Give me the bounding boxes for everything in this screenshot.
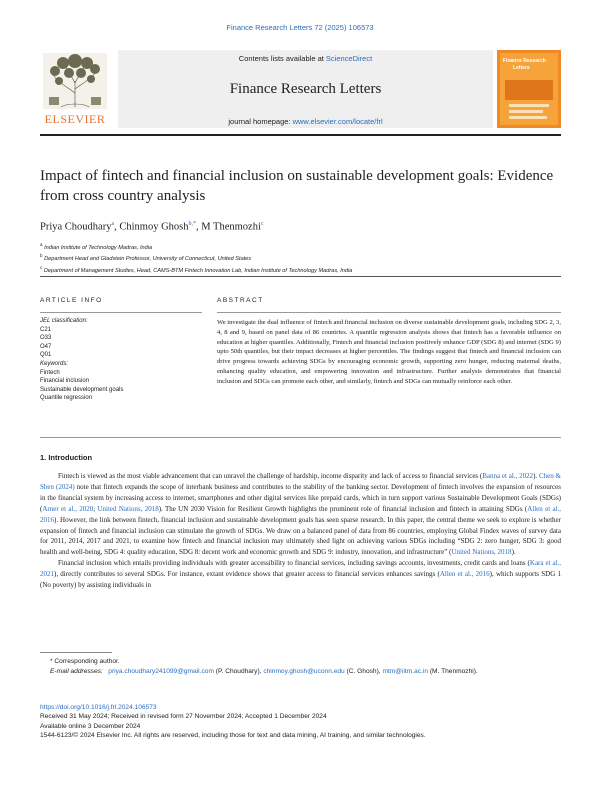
homepage-link[interactable]: www.elsevier.com/locate/frl: [292, 117, 383, 126]
affiliation: $^a$ Indian Institute of Technology Madras, India: [40, 242, 153, 251]
keyword: Quantile regression: [40, 395, 93, 402]
masthead-center: [118, 50, 493, 128]
keyword: Sustainable development goals: [40, 386, 124, 393]
divider: [40, 276, 561, 277]
jel-code: C21: [40, 326, 52, 333]
footnote-divider: [40, 652, 112, 653]
paragraph: Financial inclusion which entails providing individuals with greater accessibility to financial services, including savings accounts, investments, credit cards and loans (Kara et al., 2021), directly contributes to several SDGs. For instance, extant evidence shows that greater access to financial services enhances savings (Allen et al., 2016), which supports SDG 1 (No poverty) by assisting individuals in: [40, 559, 561, 590]
divider: [40, 437, 561, 438]
journal-reference[interactable]: Finance Research Letters 72 (2025) 106573: [226, 23, 374, 32]
divider: [40, 134, 561, 136]
article-info-heading: ARTICLE INFO: [40, 297, 103, 304]
journal-title: Finance Research Letters: [229, 81, 382, 97]
cover-title-line1: Finance Research: [503, 58, 546, 64]
publication-info: [40, 703, 561, 741]
email-link[interactable]: priya.choudhary241099@gmail.com: [108, 667, 214, 675]
cover-title-line2: Letters: [513, 65, 530, 71]
citation-link[interactable]: Banna et al., 2022: [482, 472, 534, 480]
author-list: Priya Choudhary$^a$, Chinmoy Ghosh$^{b,*}$, M Thenmozhi$^c$: [40, 221, 264, 233]
citation-link[interactable]: Arner et al., 2020: [42, 504, 94, 513]
available-date: Available online 3 December 2024: [40, 722, 141, 730]
jel-code: O33: [40, 335, 52, 342]
affiliation: $^b$ Department Head and Gladstein Professor, University of Connecticut, United States: [40, 253, 252, 263]
email-note: E-mail addresses: priya.choudhary241099@gmail.com (P. Choudhary), chinmoy.ghosh@uconn.edu (C. Ghosh), mtm@iitm.ac.in (M. Thenmozhi).: [50, 667, 478, 675]
affiliation-mark[interactable]: a: [111, 221, 115, 227]
citation-link[interactable]: United Nations, 2018: [451, 548, 512, 557]
citation-link[interactable]: Chen & Shen (2024): [40, 472, 561, 491]
elsevier-tree-icon: [43, 53, 107, 109]
journal-cover-image: [497, 50, 561, 128]
keyword: Financial inclusion: [40, 378, 90, 385]
elsevier-logo: [40, 50, 110, 128]
abstract-heading: ABSTRACT: [217, 297, 264, 304]
abstract-text: We investigate the dual influence of fintech and financial inclusion on diverse sustainable development goals, including SDG 2, 3, 4, 8 and 9, based on panel data of 86 countries. A quantile regression analysis shows that fintech has a favorable influence on education at higher quantiles. Additionally, Fintech and financial inclusion positively enhance GDP (SDG 8) and internet (SDG 9) upto 50th quantiles, but their impact decreases at higher percentiles. The findings suggest that fintech and financial inclusion can drive progress towards achieving SDGs by encouraging economic growth, supporting zero hunger, reducing maternal deaths, enhancing quality education, and empowering innovation and infrastructure. Further analysis demonstrates that financial inclusion and SDGs can promote each other, and similarly, fintech and SDGs can mutually reinforce each other.: [217, 319, 561, 385]
section-heading: 1. Introduction: [40, 453, 93, 462]
divider: [40, 312, 202, 313]
paragraph: Fintech is viewed as the most viable advancement that can unravel the challenge of hardship, income disparity and lack of access to financial services (Banna et al., 2022). Chen & Shen (2024) note that fintech expands the scope of interbank business and contributes to the stability of the banking sector. Development of fintech involves the expansion of resources in the financial system by increasing access to internet, smartphones and other digital services like prepaid cards, which in turn support various Sustainable Development Goals (SDGs) (Arner et al., 2020; United Nations, 2018). The UN 2030 Vision for Resilient Growth highlights the prominent role of financial inclusion and fintech in attaining SDGs (Allen et al., 2016). However, the link between fintech, financial inclusion and sustainable development goals has seen sparse research. In this paper, the central theme we seek to explore is whether expansion of fintech and financial inclusion can stimulate the growth of SDGs. We draw on a balanced panel of data from 86 countries, employing Global Findex waves of survey data for 2011, 2014, 2017 and 2021, to examine how fintech and financial inclusion may ultimately shed light on achieving various SDGs including “SDG 2: zero hunger, SDG 3: good health and well-being, SDG 4: quality education, SDG 8: decent work and economic growth and SDG 9: industry, innovation, and infrastructure” (United Nations, 2018).: [40, 472, 562, 557]
keywords-label: Keywords:: [40, 360, 69, 367]
introduction-body: [40, 471, 561, 591]
affiliations: [40, 241, 560, 275]
citation-link[interactable]: Kara et al., 2021: [40, 559, 561, 579]
received-dates: Received 31 May 2024; Received in revised form 27 November 2024; Accepted 1 December 2024: [40, 713, 327, 721]
author-name[interactable]: Priya Choudhary: [40, 221, 112, 233]
sciencedirect-link[interactable]: ScienceDirect: [325, 54, 373, 63]
email-link[interactable]: mtm@iitm.ac.in: [382, 667, 428, 675]
copyright: 1544-6123/© 2024 Elsevier Inc. All rights are reserved, including those for text and data mining, AI training, and similar technologies.: [40, 732, 426, 740]
keyword: Fintech: [40, 369, 60, 376]
citation-link[interactable]: United Nations, 2018: [97, 504, 159, 513]
elsevier-wordmark: ELSEVIER: [44, 112, 106, 126]
citation-link[interactable]: Allen et al., 2016: [40, 504, 562, 524]
author-name[interactable]: Chinmoy Ghosh: [119, 221, 189, 233]
affiliation: $^c$ Department of Management Studies, Head, CAMS-BTM Fintech Innovation Lab, Indian Institute of Technology Madras, India: [40, 264, 353, 274]
footnotes: [40, 657, 561, 676]
jel-code: Q01: [40, 352, 52, 359]
masthead: [40, 50, 561, 130]
email-link[interactable]: chinmoy.ghosh@uconn.edu: [263, 667, 345, 675]
article-title: Impact of fintech and financial inclusion on sustainable development goals: Evidence from cross country analysis: [40, 168, 554, 204]
jel-label: JEL classification:: [40, 318, 88, 324]
affiliation-mark[interactable]: c: [260, 221, 264, 227]
citation-link[interactable]: Allen et al., 2016: [439, 570, 490, 579]
article-info: [40, 317, 202, 403]
homepage-line: journal homepage: www.elsevier.com/locate/frl: [228, 117, 383, 126]
doi-link[interactable]: https://doi.org/10.1016/j.frl.2024.106573: [40, 704, 157, 711]
divider: [217, 312, 561, 313]
author-name[interactable]: M Thenmozhi: [201, 221, 261, 233]
affiliation-mark[interactable]: b,*: [188, 221, 197, 227]
contents-line: Contents lists available at ScienceDirect: [238, 54, 373, 63]
corresponding-note: * Corresponding author.: [50, 658, 120, 665]
jel-code: O47: [40, 343, 52, 350]
